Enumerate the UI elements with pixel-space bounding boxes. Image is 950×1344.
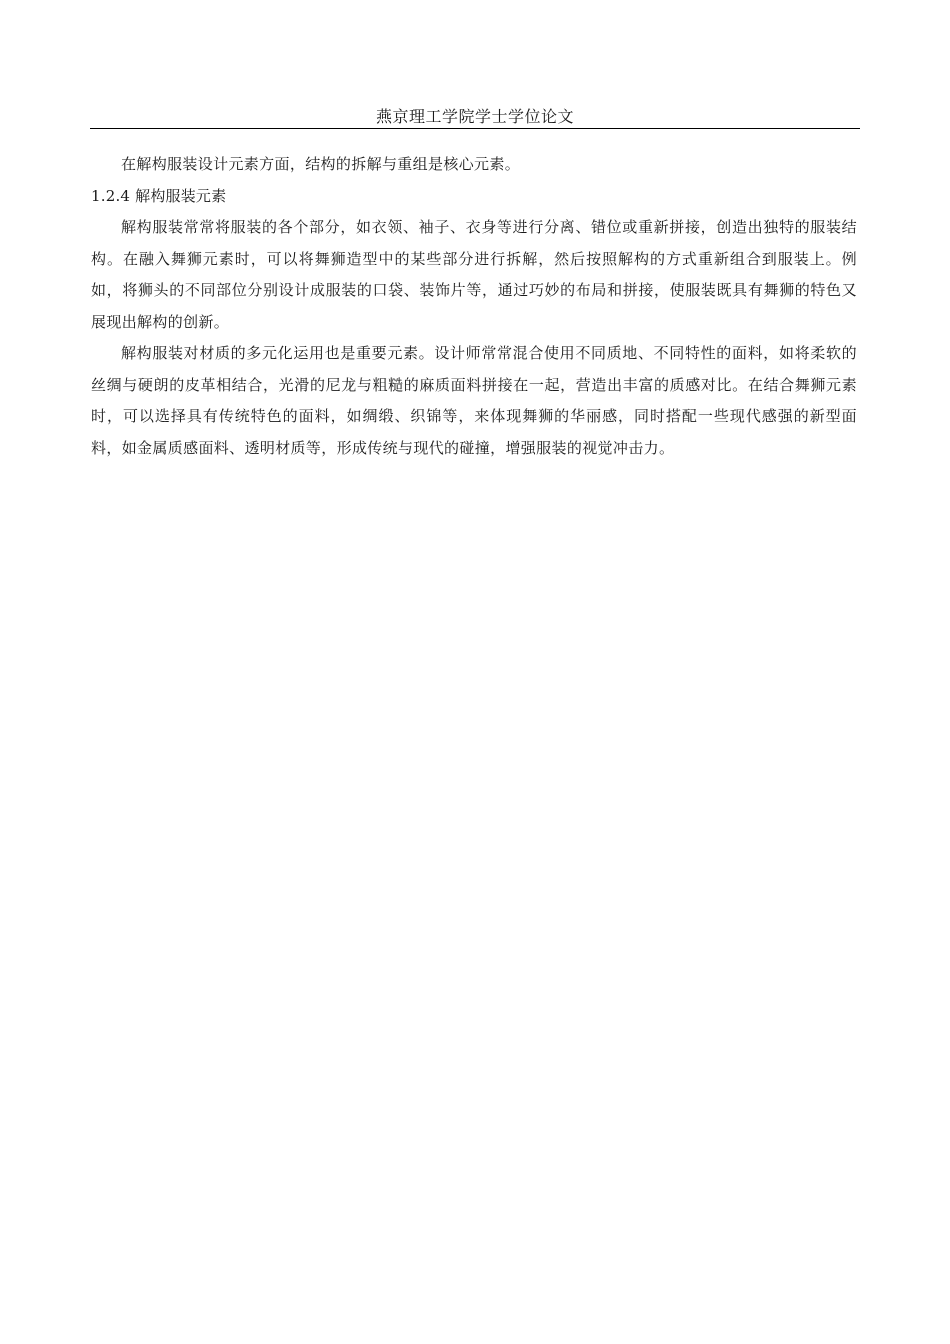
intro-paragraph: 在解构服装设计元素方面，结构的拆解与重组是核心元素。	[121, 155, 521, 173]
section-heading: 1.2.4 解构服装元素	[91, 186, 227, 205]
page-header-title: 燕京理工学院学士学位论文	[375, 107, 574, 126]
header-divider	[90, 128, 860, 129]
paragraph-materials: 解构服装对材质的多元化运用也是重要元素。设计师常常混合使用不同质地、不同特性的面料，如将柔软的丝绸与硬朗的皮革相结合，光滑的尼龙与粗糙的麻质面料拼接在一起，营造出丰富的质感对比。在结合舞狮元素时，可以选择具有传统特色的面料，如绸缎、织锦等，来体现舞狮的华丽感，同时搭配一些现代感强的新型面料，如金属质感面料、透明材质等，形成传统与现代的碰撞，增强服装的视觉冲击力。	[91, 344, 857, 457]
paragraph-structure: 解构服装常常将服装的各个部分，如衣领、袖子、衣身等进行分离、错位或重新拼接，创造出独特的服装结构。在融入舞狮元素时，可以将舞狮造型中的某些部分进行拆解，然后按照解构的方式重新组合到服装上。例如，将狮头的不同部位分别设计成服装的口袋、装饰片等，通过巧妙的布局和拼接，使服装既具有舞狮的特色又展现出解构的创新。	[91, 218, 857, 331]
document-body	[91, 149, 857, 464]
